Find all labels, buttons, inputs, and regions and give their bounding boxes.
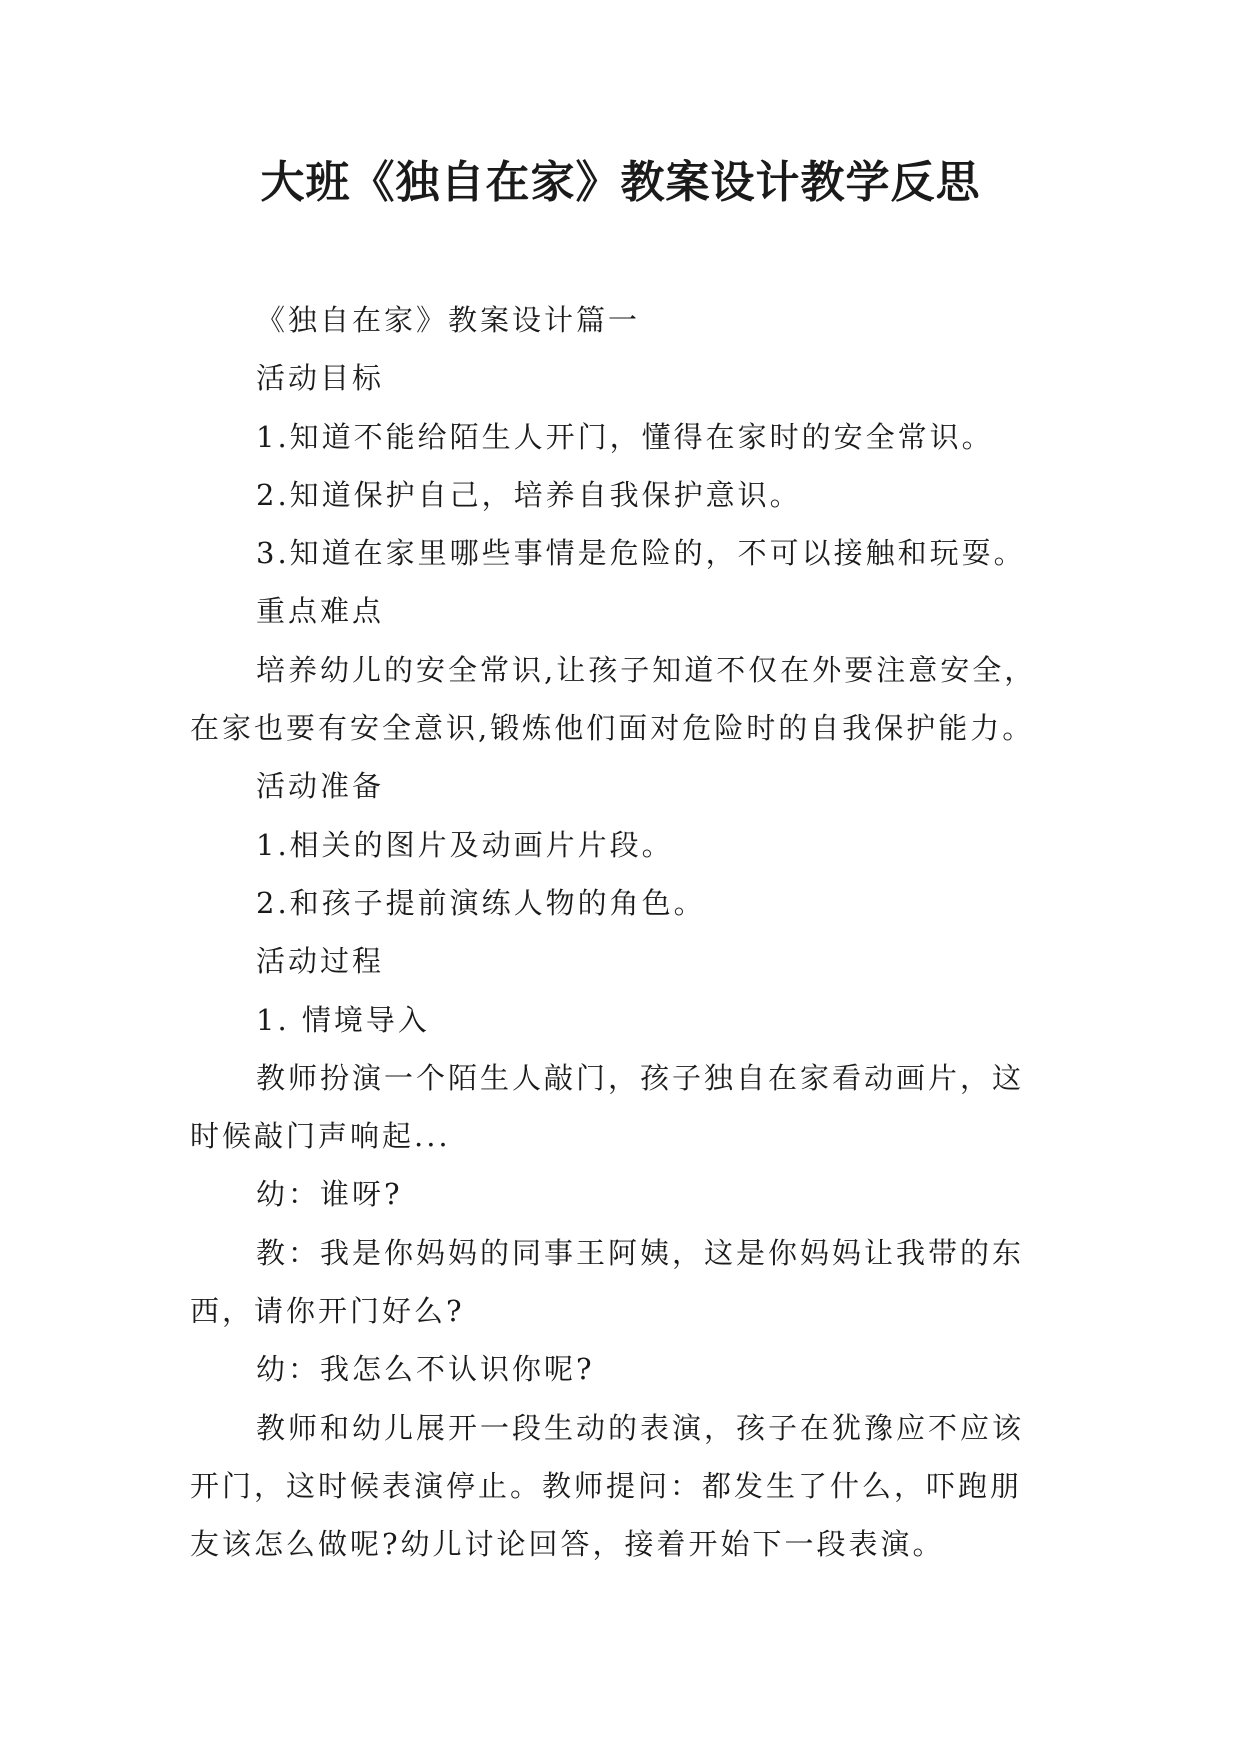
body-line: 幼：谁呀? [256, 1177, 403, 1212]
body-line: 1.相关的图片及动画片片段。 [256, 827, 674, 862]
body-line: 幼：我怎么不认识你呢? [256, 1352, 595, 1387]
body-line: 1.知道不能给陌生人开门，懂得在家时的安全常识。 [256, 419, 994, 454]
body-line: 教：我是你妈妈的同事王阿姨，这是你妈妈让我带的东 [256, 1235, 1025, 1270]
document-title: 大班《独自在家》教案设计教学反思 [260, 157, 981, 208]
body-line: 活动准备 [256, 769, 385, 804]
body-line: 教师扮演一个陌生人敲门，孩子独自在家看动画片，这 [256, 1060, 1025, 1095]
body-line: 开门，这时候表演停止。教师提问：都发生了什么，吓跑朋 [190, 1468, 1023, 1503]
body-line: 3.知道在家里哪些事情是危险的，不可以接触和玩耍。 [256, 536, 1026, 571]
body-line: 友该怎么做呢?幼儿讨论回答，接着开始下一段表演。 [190, 1527, 945, 1562]
body-line: 2.和孩子提前演练人物的角色。 [256, 885, 706, 920]
body-line: 活动目标 [256, 361, 385, 396]
body-line: 西，请你开门好么? [190, 1294, 465, 1329]
body-line: 教师和幼儿展开一段生动的表演，孩子在犹豫应不应该 [256, 1410, 1025, 1445]
body-line: 1. 情境导入 [256, 1002, 430, 1037]
document-body [190, 291, 1074, 1574]
body-line: 时候敲门声响起... [190, 1119, 451, 1154]
body-line: 在家也要有安全意识,锻炼他们面对危险时的自我保护能力。 [190, 711, 1035, 746]
body-line: 《独自在家》教案设计篇一 [256, 303, 641, 337]
body-line: 培养幼儿的安全常识,让孩子知道不仅在外要注意安全， [256, 652, 1037, 687]
body-line: 重点难点 [256, 594, 385, 629]
body-line: 2.知道保护自己，培养自我保护意识。 [256, 477, 802, 512]
body-line: 活动过程 [256, 944, 385, 979]
